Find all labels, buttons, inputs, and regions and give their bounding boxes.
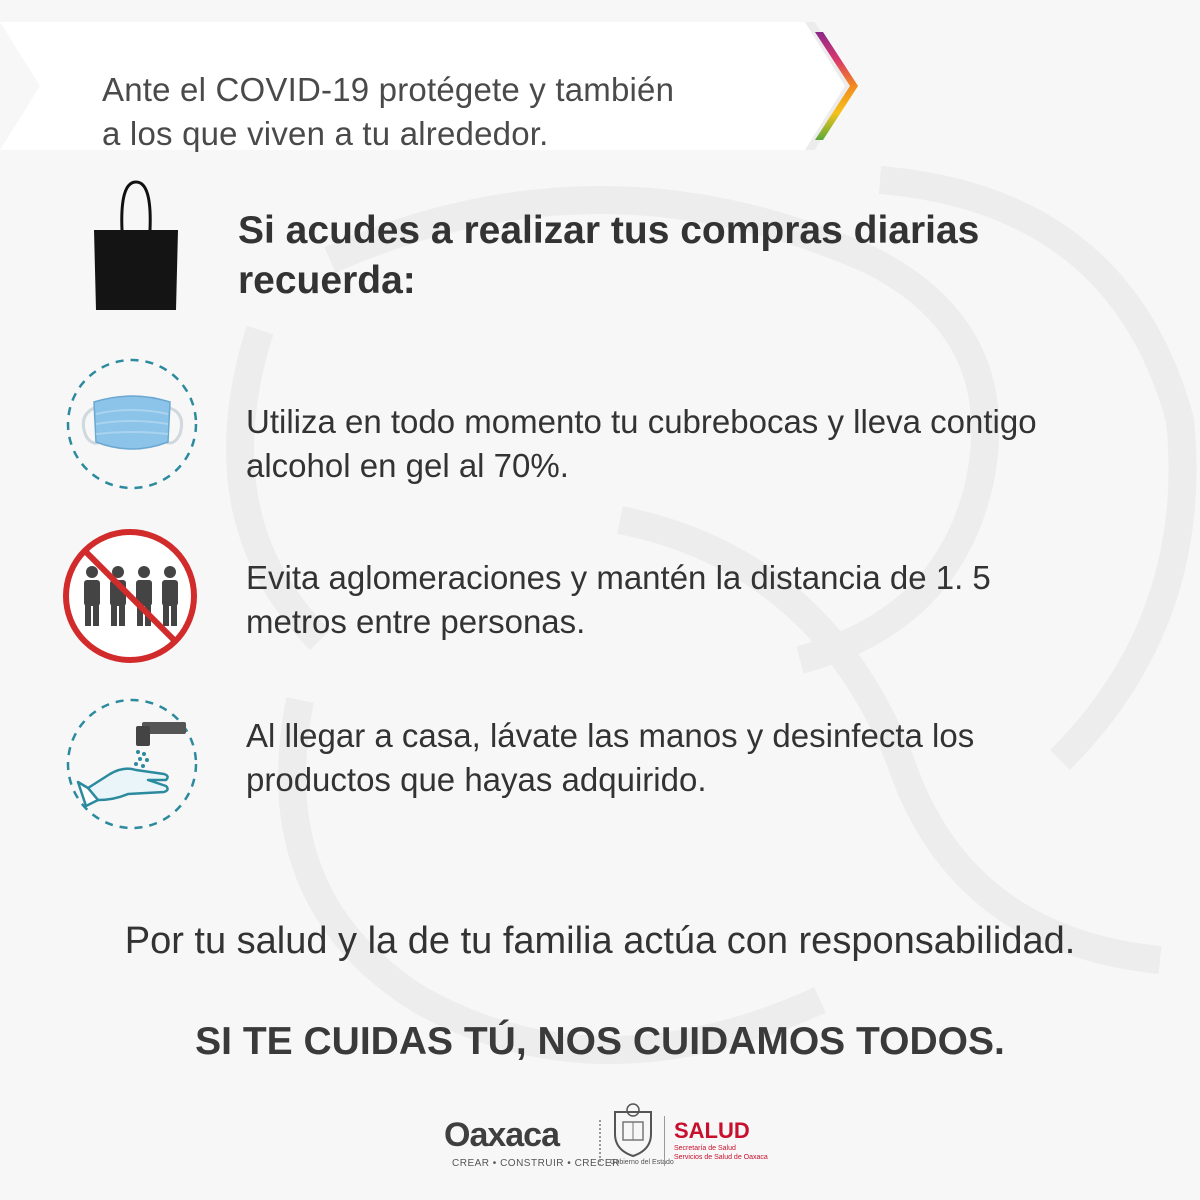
salud-subtitle-1: Secretaría de Salud (674, 1145, 736, 1152)
slogan: SI TE CUIDAS TÚ, NOS CUIDAMOS TODOS. (195, 1020, 1005, 1063)
oaxaca-tagline: CREAR • CONSTRUIR • CRECER (452, 1158, 620, 1169)
item-distance-line-2: metros entre personas. (246, 603, 586, 640)
salud-subtitle-2: Servicios de Salud de Oaxaca (674, 1154, 768, 1161)
salud-logo: SALUD (674, 1118, 750, 1143)
oaxaca-logo: Oaxaca (444, 1116, 559, 1154)
header-text (102, 68, 674, 156)
item-mask-line-2: alcohol en gel al 70%. (246, 447, 569, 484)
item-distance-line-1: Evita aglomeraciones y mantén la distancia de 1. 5 (246, 559, 991, 596)
item-wash-line-1: Al llegar a casa, lávate las manos y desinfecta los (246, 717, 975, 754)
item-wash-text (246, 714, 974, 802)
logo-divider-2 (664, 1116, 665, 1166)
logo-divider (599, 1120, 601, 1166)
logos-bar (444, 1102, 774, 1172)
header-line-2: a los que viven a tu alrededor. (102, 115, 549, 152)
seal-caption: Gobierno del Estado (610, 1159, 674, 1166)
shopping-bag-icon (92, 180, 180, 312)
state-seal-icon (609, 1102, 657, 1158)
item-mask-line-1: Utiliza en todo momento tu cubrebocas y lleva contigo (246, 403, 1037, 440)
no-crowds-icon (60, 526, 200, 666)
header-banner (0, 22, 860, 150)
item-wash-line-2: productos que hayas adquirido. (246, 761, 707, 798)
item-mask-text (246, 400, 1037, 488)
headline-line-2: recuerda: (238, 259, 416, 302)
item-distance-text (246, 556, 991, 644)
hand-washing-icon (64, 696, 200, 832)
face-mask-icon (64, 356, 200, 492)
header-line-1: Ante el COVID-19 protégete y también (102, 71, 675, 108)
salud-subtitle (674, 1144, 768, 1162)
headline-line-1: Si acudes a realizar tus compras diarias (238, 209, 980, 252)
footer-message: Por tu salud y la de tu familia actúa con responsabilidad. (124, 920, 1076, 962)
headline (238, 206, 979, 306)
